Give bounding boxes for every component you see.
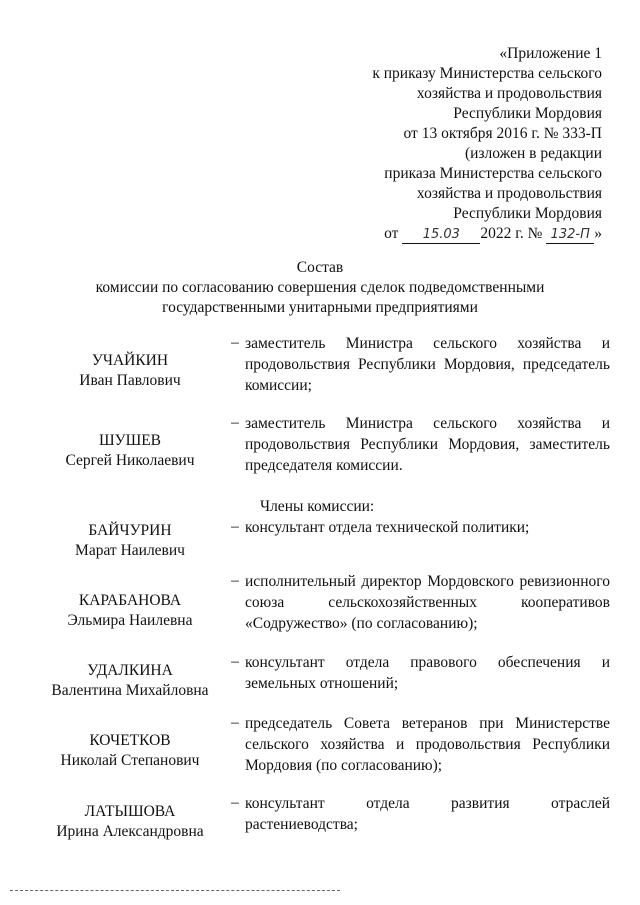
member-given-name: Сергей Николаевич [65,452,195,469]
member-surname: БАЙЧУРИН [88,522,172,539]
member-entry [30,793,610,873]
closing-quote: » [594,225,602,242]
member-surname: КАРАБАНОВА [78,592,182,609]
header-line: «Приложение 1 [499,45,602,62]
member-name [30,521,230,561]
header-line: хозяйства и продовольствия [416,85,602,102]
header-line: Республики Мордовия [453,105,602,122]
title-heading: Состав [296,259,344,276]
page-edge-divider [10,890,340,891]
header-line: Республики Мордовия [453,205,602,222]
date-blank [402,226,480,244]
dash: – [231,334,239,351]
header-line: хозяйства и продовольствия [416,185,602,202]
member-given-name: Эльмира Наилевна [67,612,193,629]
date-prefix: от [384,225,399,242]
member-surname: КОЧЕТКОВ [89,732,171,749]
member-given-name: Ирина Александровна [56,823,204,840]
member-role: заместитель Министра сельского хозяйства и продовольствия Республики Мордовия, заместитель председателя комиссии. [245,415,610,474]
member-role: консультант отдела технической политики; [245,519,530,536]
member-role: консультант отдела правового обеспечения и земельных отношений; [245,654,610,692]
member-name [30,591,230,631]
member-surname: УДАЛКИНА [87,662,173,679]
dash: – [231,714,239,731]
member-given-name: Валентина Михайловна [51,682,209,699]
section-heading: Члены комиссии: [260,498,375,515]
dash: – [231,414,239,431]
order-date-line [342,224,602,244]
handwritten-date: 15.03 [422,227,460,242]
header-line: к приказу Министерства сельского [372,65,602,82]
number-blank [546,226,594,244]
member-surname: ШУШЕВ [98,432,162,449]
member-name [30,661,230,701]
dash: – [231,572,239,589]
title-subtitle: комиссии по согласованию совершения сделок подведомственными государственными унитарными предприятиями [95,279,545,316]
member-role: заместитель Министра сельского хозяйства и продовольствия Республики Мордовия, председатель комиссии; [245,335,610,394]
member-given-name: Иван Павлович [79,372,181,389]
year-text: 2022 г. № [480,225,543,242]
member-name [30,431,230,471]
dash: – [231,518,239,535]
dash: – [231,653,239,670]
member-name [30,351,230,391]
member-name [30,802,230,842]
member-role: председатель Совета ветеранов при Министерстве сельского хозяйства и продовольствия Республики Мордовия (по согласованию); [245,715,610,774]
member-role: консультант отдела развития отраслей растениеводства; [245,795,610,833]
header-line: (изложен в редакции [464,145,602,162]
member-entry [30,333,610,413]
member-role: исполнительный директор Мордовского ревизионного союза сельскохозяйственных кооперативов «Содружество» (по согласованию); [245,573,610,632]
dash: – [231,794,239,811]
appendix-header [342,44,602,244]
header-line: от 13 октября 2016 г. № 333-П [403,125,602,142]
document-title [0,258,640,318]
member-given-name: Николай Степанович [60,752,200,769]
member-given-name: Марат Наилевич [75,542,185,559]
header-line: приказа Министерства сельского [384,165,602,182]
member-name [30,731,230,771]
member-surname: УЧАЙКИН [91,352,169,369]
member-surname: ЛАТЫШОВА [84,803,176,820]
member-entry [30,571,610,651]
member-entry [30,413,610,493]
member-entry [30,713,610,793]
handwritten-number: 132-П [550,227,590,242]
